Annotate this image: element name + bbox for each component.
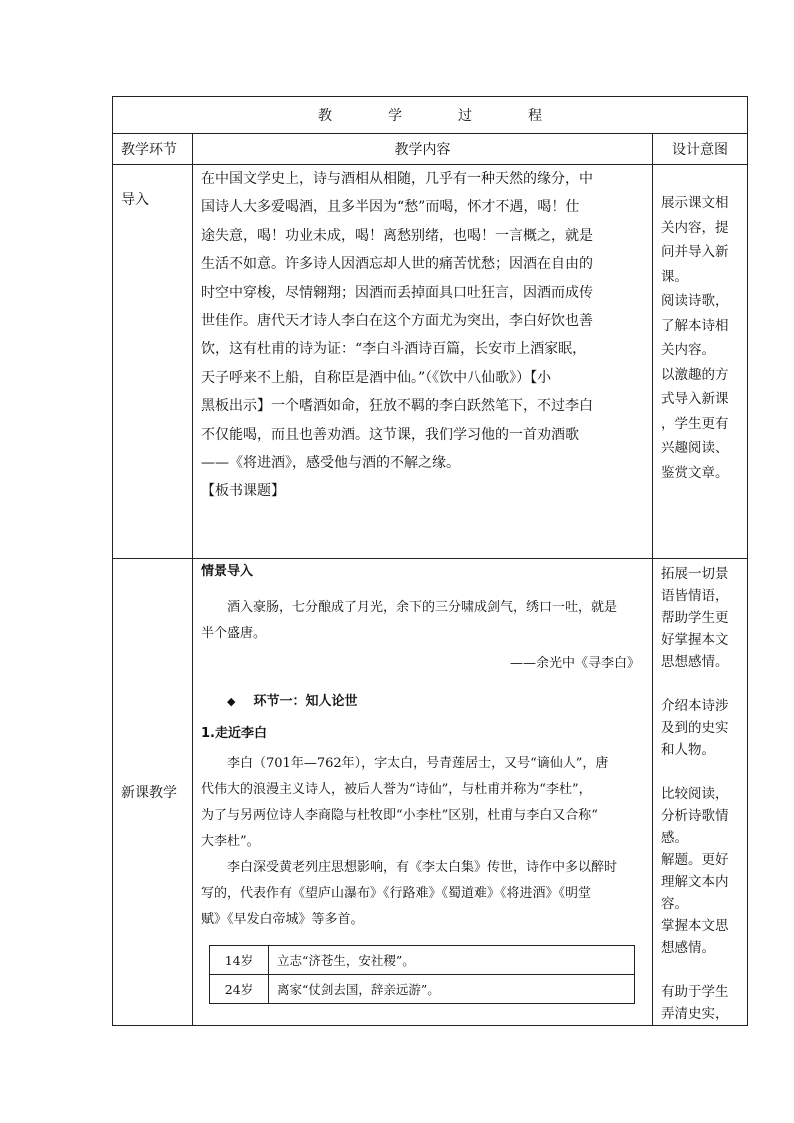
timeline-age: 24岁 bbox=[210, 975, 269, 1004]
new-lesson-stage: 新课教学 bbox=[113, 559, 193, 1026]
intro-line: 饮，这有杜甫的诗为证：“李白斗酒诗百篇，长安市上酒家眠， bbox=[201, 341, 587, 358]
timeline-event: 立志“济苍生，安社稷”。 bbox=[269, 946, 635, 975]
diamond-bullet-icon: ◆ bbox=[227, 695, 236, 708]
intent-group bbox=[661, 695, 743, 761]
intent-line: 鉴赏文章。 bbox=[661, 464, 729, 481]
intro-line: 时空中穿梭，尽情翱翔；因酒而丢掉面具口吐狂言，因酒而成传 bbox=[201, 284, 593, 301]
intent-line: 容。 bbox=[661, 896, 688, 912]
intent-line: 展示课文相 bbox=[661, 195, 729, 211]
timeline-event: 离家“仗剑去国，辞亲远游”。 bbox=[269, 975, 635, 1004]
timeline-age: 14岁 bbox=[210, 946, 269, 975]
intent-line: 及到的史实 bbox=[661, 720, 729, 736]
table-row bbox=[210, 946, 635, 975]
scene-heading: 情景导入 bbox=[201, 564, 254, 579]
table-row bbox=[210, 975, 635, 1004]
title-char: 教 bbox=[318, 108, 333, 124]
intent-line: 兴趣阅读、 bbox=[661, 440, 729, 456]
intent-line: 解题。更好 bbox=[661, 852, 729, 868]
intent-line: 问并导入新 bbox=[661, 244, 729, 260]
intro-line: 天子呼来不上船，自称臣是酒中仙。”（《饮中八仙歌》）【小 bbox=[201, 369, 552, 386]
intro-line: 【板书课题】 bbox=[201, 483, 285, 500]
para-line: 为了与另两位诗人李商隐与杜牧即“小李杜”区别，杜甫与李白又合称“ bbox=[201, 808, 598, 823]
intent-line: ，学生更有 bbox=[661, 415, 729, 432]
para-line: 赋》《早发白帝城》等多首。 bbox=[201, 912, 364, 927]
intro-line: 世佳作。唐代天才诗人李白在这个方面尤为突出，李白好饮也善 bbox=[201, 313, 593, 330]
new-lesson-content bbox=[193, 559, 653, 1026]
intro-intent bbox=[653, 165, 748, 559]
intent-line: 弄清史实， bbox=[661, 1006, 729, 1022]
intent-line: 分析诗歌情 bbox=[661, 808, 729, 824]
intent-group bbox=[661, 981, 743, 1025]
intent-line: 了解本诗相 bbox=[661, 317, 729, 334]
intro-row bbox=[113, 165, 748, 559]
header-content: 教学内容 bbox=[193, 134, 653, 165]
intent-group bbox=[661, 563, 743, 673]
para-line: 李白（701年—762年），字太白，号青莲居士，又号“谪仙人”，唐 bbox=[227, 756, 609, 771]
para-line: 写的，代表作有《望庐山瀑布》《行路难》《蜀道难》《将进酒》《明堂 bbox=[201, 886, 592, 901]
intro-line: ——《将进酒》，感受他与酒的不解之缘。 bbox=[201, 455, 460, 472]
para-line: 大李杜”。 bbox=[201, 834, 260, 849]
intent-group bbox=[661, 783, 743, 959]
intent-line: 思想感情。 bbox=[661, 654, 729, 670]
intro-line: 不仅能喝，而且也善劝酒。这节课，我们学习他的一首劝酒歌 bbox=[201, 426, 579, 443]
quote-line: 半个盛唐。 bbox=[201, 626, 267, 641]
intent-line: 有助于学生 bbox=[661, 984, 729, 1000]
section-heading bbox=[227, 689, 646, 715]
intent-line: 好掌握本文 bbox=[661, 632, 729, 648]
intro-line: 黑板出示】一个嗜酒如命，狂放不羁的李白跃然笔下，不过李白 bbox=[201, 398, 593, 415]
intro-content bbox=[193, 165, 653, 559]
intent-line: 拓展一切景 bbox=[661, 566, 729, 582]
intent-line: 关内容。 bbox=[661, 342, 715, 358]
intent-line: 感。 bbox=[661, 830, 688, 846]
intent-line: 以激趣的方 bbox=[661, 366, 729, 383]
header-stage: 教学环节 bbox=[113, 134, 193, 165]
intent-line: 帮助学生更 bbox=[661, 610, 729, 626]
new-lesson-row bbox=[113, 559, 748, 1026]
table-title bbox=[113, 97, 748, 134]
title-char: 程 bbox=[528, 108, 543, 124]
quote-source: ——余光中《寻李白》 bbox=[509, 656, 640, 671]
intent-line: 和人物。 bbox=[661, 742, 715, 758]
new-lesson-intent bbox=[653, 559, 748, 1026]
timeline-table bbox=[209, 945, 635, 1004]
header-row bbox=[113, 134, 748, 165]
lesson-plan-table bbox=[112, 96, 748, 1026]
quote-line: 酒入豪肠，七分酿成了月光，余下的三分啸成剑气，绣口一吐，就是 bbox=[227, 600, 618, 615]
title-char: 过 bbox=[458, 108, 473, 124]
intent-line: 式导入新课 bbox=[661, 391, 729, 407]
intro-stage: 导入 bbox=[113, 165, 193, 559]
para-line: 代伟大的浪漫主义诗人，被后人誉为“诗仙”，与杜甫并称为“李杜”， bbox=[201, 782, 592, 797]
intent-line: 理解文本内 bbox=[661, 874, 729, 890]
intro-line: 在中国文学史上，诗与酒相从相随，几乎有一种天然的缘分，中 bbox=[201, 171, 593, 187]
intent-line: 比较阅读， bbox=[661, 786, 729, 802]
intro-line: 途失意，喝！功业未成，喝！离愁别绪，也喝！一言概之，就是 bbox=[201, 227, 593, 244]
para-line: 李白深受黄老列庄思想影响，有《李太白集》传世，诗作中多以醉时 bbox=[227, 860, 618, 875]
intent-line: 关内容，提 bbox=[661, 219, 729, 236]
intent-line: 阅读诗歌， bbox=[661, 293, 729, 309]
header-intent: 设计意图 bbox=[653, 134, 748, 165]
title-char: 学 bbox=[388, 108, 403, 124]
subsection-heading: 1.走近李白 bbox=[201, 726, 267, 741]
intent-line: 介绍本诗涉 bbox=[661, 698, 729, 714]
section-title: 环节一：知人论世 bbox=[253, 694, 358, 709]
intro-line: 生活不如意。许多诗人因酒忘却人世的痛苦忧愁；因酒在自由的 bbox=[201, 256, 593, 273]
intent-line: 想感情。 bbox=[661, 940, 715, 956]
intent-line: 课。 bbox=[661, 268, 688, 285]
intent-line: 语皆情语， bbox=[661, 588, 729, 604]
intent-line: 掌握本文思 bbox=[661, 918, 729, 934]
intro-line: 国诗人大多爱喝酒，且多半因为“愁”而喝，怀才不遇，喝！仕 bbox=[201, 199, 580, 216]
